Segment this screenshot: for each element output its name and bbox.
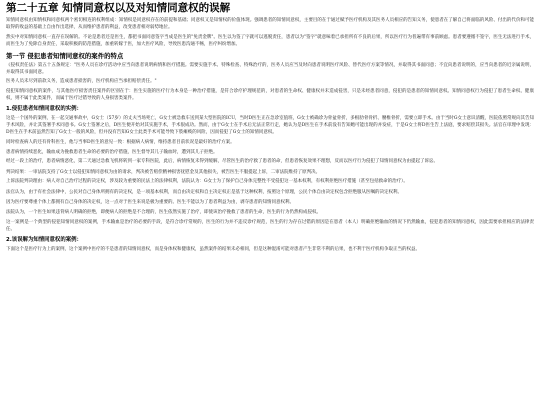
section1-paragraph-2: 医务人员未尽到前款义务，造成患者损害的，医疗机构应当承担赔偿责任。" [6, 79, 157, 85]
case-paragraph-7: 法官认为，由于有社会法律中，公民对自己身体所拥有的决定权，是一项基本权利，而自由决定权和自主决定权正是基于这种权利，按照这个原理，公民个体自由决定权包含拒绝服从医嘱的决定权利。 [6, 189, 402, 195]
case-paragraph-6: 上诉法院判决理由：病人对自己治疗过程的决定权，涉及较为重要的民法上的法律权利，法院认为：G女士为了保护自己身体完整性不受侵犯这一基本权利，有权利拒绝医疗措施（甚至包括救命的治疗）。 [6, 179, 408, 185]
case-paragraph-1: 这是一个国外的案例，在一起交通事故中，G女士（57岁）的丈夫当场死亡，G女士被急救车送到某大型医院的ICU，当时D医生正在急诊室值班，G女士被确诊为骨盆骨折，多根肋骨骨折、腰椎骨折，需要立即手术。由于当时G女士意识清醒，医院依照常规向其告知手术风险，并让其签署手术同意书。G女士签署之后，D医生便开始对其实施手术，手术很成功。然而，由于G女士在手术后无法正常行走，她认为是D医生在手术前没有告知她可能出现的并发症，于是G女士将D医生告上法庭，要求赔偿其损失。法官在审理中发现：D医生在手术前虽然告知了G女士一般的风险，但并没有告知G女士此类手术可能导致下肢瘫痪的风险，因而侵犯了G女士的知情同意权。 [6, 116, 534, 135]
intro-paragraph-2: 然实中对知情同意权一直存在误解的。不论是患者还是医生，都把书面同意签字当成是医生的"免责金牌"。医生以为签了字就可以逃脱责任，患者以为"签字"就意味着已承担所有不良的后果，所以医疗行为普遍带有事前顾虑。患者要遵循不签字，医生无法进行手术，而医生为了免除自身责任，采取积极的防范措施，加重转嫁于医，加大医疗风险，导致医患沟通不畅，医疗纠纷增加。 [6, 35, 534, 47]
subsection-title-2: 2.该误解为知情同意权的案例： [6, 236, 82, 243]
case-paragraph-3: 患者病情持续恶化，输血成为挽救患者生命的必要的治疗措施，医生督导其儿子输血时，遭到其儿子拒绝。 [6, 149, 218, 155]
section1-paragraph-1: 《侵权责任法》第五十五条规定："医务人员在诊疗活动中应当向患者说明病情和医疗措施。需要实施手术、特殊检查、特殊治疗的，医务人员应当及时向患者说明医疗风险、替代医疗方案等情况，并取得其书面同意；不宜向患者说明的，应当向患者的近亲属说明，并取得其书面同意。 [6, 63, 534, 75]
intro-paragraph-1: 知情同意权由知情权和同意权两个密切相连的权利组成：知情权是同意权存在的前提和基础；同意权又是知情权的价值体现。强调患者的知情同意权，主要目的在于通过赋予医疗机构及其医务人员相应的告知义务，使患者在了解自己将面临的风险、付出的代价和可能取得的收益的基础上自由作出选择，从而维护患者的利益，改变患者相对弱势地位。 [6, 18, 534, 30]
case-paragraph-9: 法院认为，一个医生如果违背病人明确的拒绝，即便病人的拒绝是不合理的，医生依然实施了治疗，即使该治疗挽救了患者的生命，医生的行为仍然构成侵权。 [6, 209, 321, 215]
case-paragraph-10: 这一案例是一个典型的侵犯知情同意权的案例，手术输血是治疗的必要的手段，是符合诊疗常规的，医生的行为并不违反诊疗规范，医生的行为存在过错的原因是在患者（本人）明确拒绝输血的情况下仍然输血，侵犯患者的知情同意权，因此需要承担相应的法律责任。 [6, 219, 534, 232]
case-paragraph-8: 因为医疗要尊重个体上都拥有自己身体的决定权，这一点对于医生来说是极为重要的。医生不能以为了患者利益为由，剥夺患者的知情同意权利。 [6, 199, 294, 205]
chapter-title: 第二十五章 知情同意权以及对知情同意权的误解 [6, 2, 231, 14]
subsection-title-1: 1.侵犯患者知情同意权的实例： [6, 106, 82, 113]
section-title: 第一节 侵犯患者知情同意权的案件的特点 [6, 52, 124, 60]
case-paragraph-5: 判决结果：一审法院支持了G女士以侵犯知情同意权为由的请求，判决被告赔偿精神损害抚慰金及其他损失，被告医生不服提起上诉，二审法院维持了原判决。 [6, 169, 321, 175]
case-paragraph-2: 同时检查病人的还有骨科医生，他与当事D医生的意见一致：根据病人病情，维持患者目前状况是最好的治疗方案。 [6, 139, 235, 145]
section1-paragraph-3: 侵犯知情同意权的案件，与其他医疗损害责任案件的区别在于：医生实施的医疗行为本身是一种治疗措施，是符合诊疗护理规范的，对患者的生命权、健康权并未造成侵害，只是未经患者同意，侵犯的是患者的知情同意权。知情同意权行为侵犯了患者生命权、健康权，则不属于此类案件，而属于医疗过错导致的人身损害类案件。 [6, 89, 534, 101]
case-paragraph-4: 经过一段上的治疗，患者病情恶化，第二天通过急救飞机将转到一家专科医院，此后，病情恢复未得到缓解，尽管医生的治疗救了患者的命，但患者恢复效果不理想，反而以医疗行为侵犯了知情同意权为由提起了诉讼。 [6, 159, 438, 165]
case2-paragraph-1: 下面这个是医疗行为上的案例，这个案例中医疗的不是患者的知情同意权，而是身体权和健康权，虽然案件的结果未必相同，但是这种混淆可能对患者产生非常不利的后果，也不利于医疗机构争取正当的权益。 [6, 246, 420, 252]
